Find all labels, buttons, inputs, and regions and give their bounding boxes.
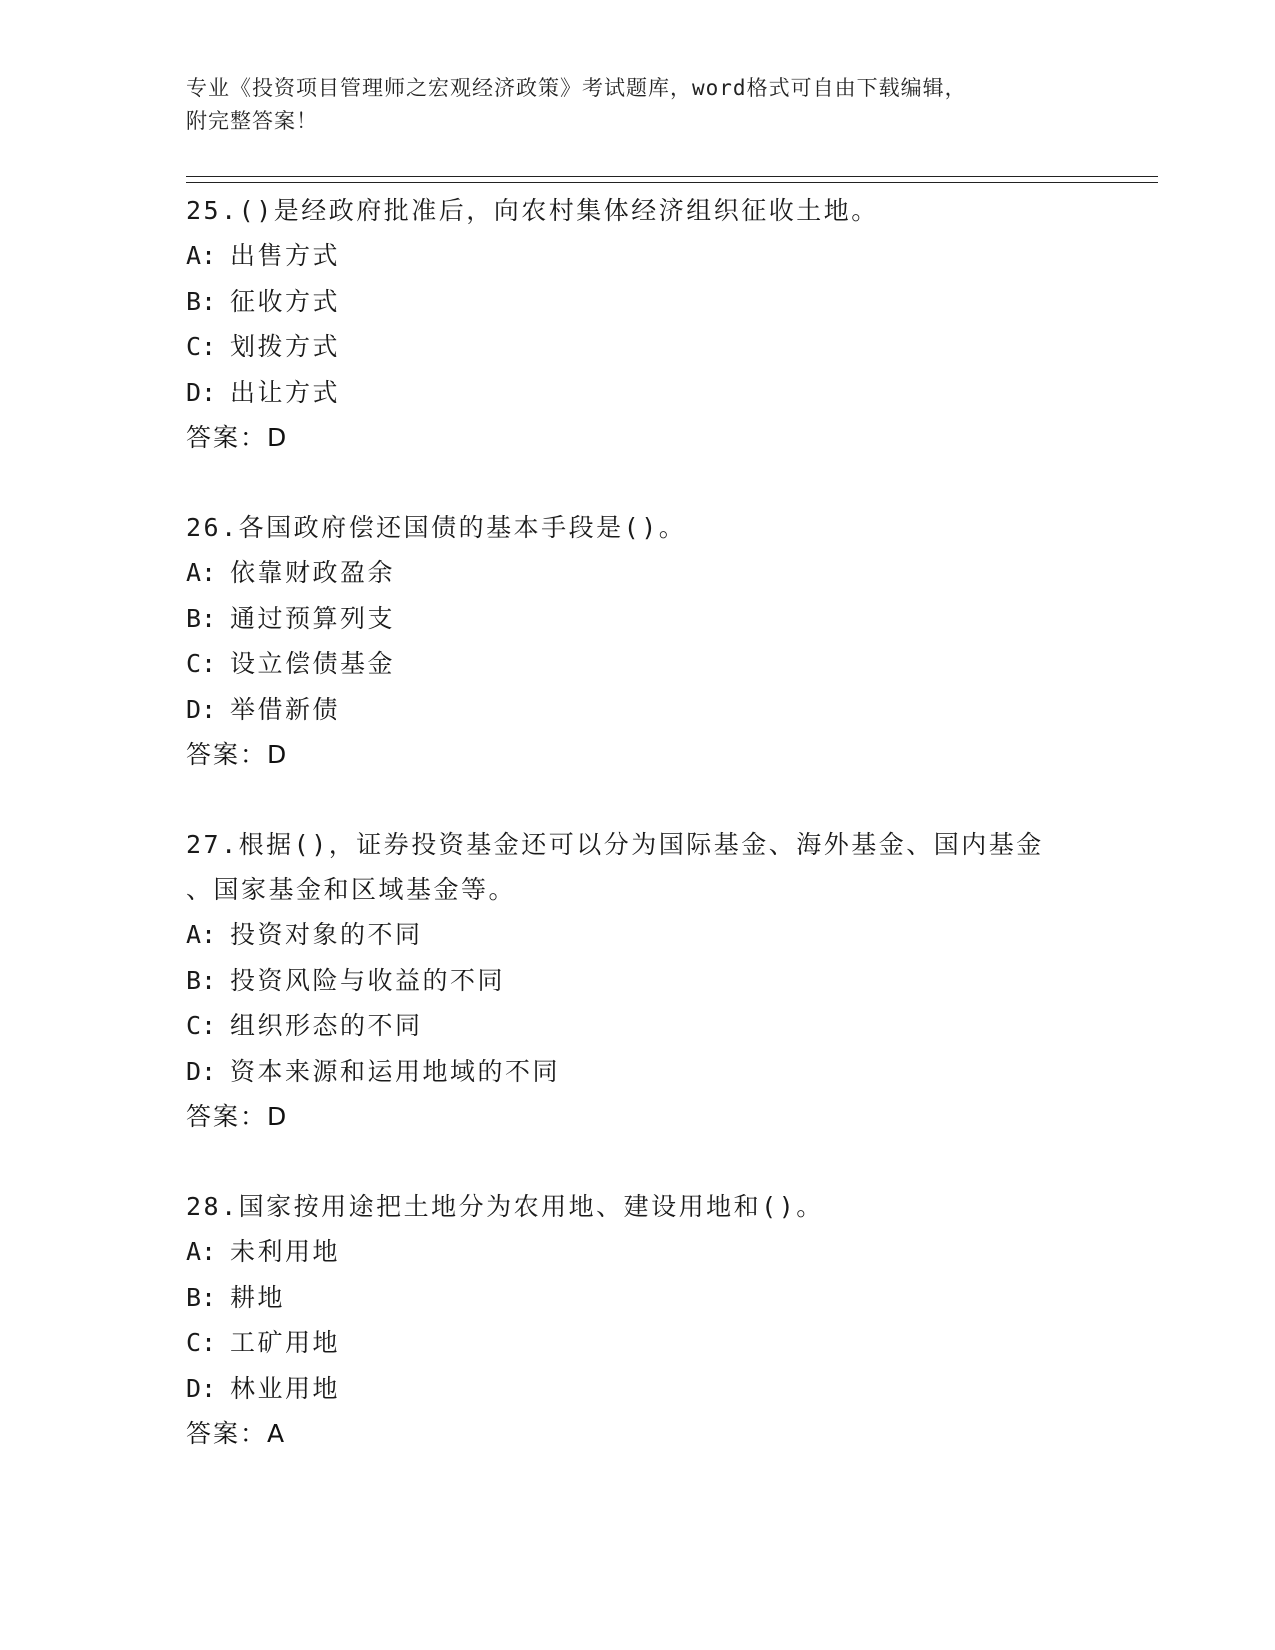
option-label: B: — [186, 603, 217, 633]
option-label: C: — [186, 1011, 217, 1040]
answer-option — [186, 279, 1086, 325]
option-label: C: — [186, 332, 217, 361]
question-stem: 25.()是经政府批准后，向农村集体经济组织征收土地。 — [186, 196, 879, 225]
option-label: A: — [186, 241, 217, 270]
option-text: 举借新债 — [230, 694, 341, 724]
question-stem: 27.根据()，证券投资基金还可以分为国际基金、海外基金、国内基金 — [186, 830, 1044, 859]
option-text: 设立偿债基金 — [230, 649, 396, 678]
header-line-2: 附完整答案！ — [186, 109, 318, 133]
option-label: D: — [186, 1373, 217, 1403]
answer-option — [186, 687, 1086, 733]
answer-key: 答案：A — [186, 1419, 287, 1448]
answer-option — [186, 958, 1086, 1004]
option-text: 投资风险与收益的不同 — [230, 965, 506, 995]
answer-option — [186, 596, 1086, 642]
question-block — [186, 505, 1086, 778]
header-divider-bottom — [186, 182, 1158, 183]
option-label: A: — [186, 558, 217, 587]
option-text: 出售方式 — [230, 241, 341, 270]
header-line-1: 专业《投资项目管理师之宏观经济政策》考试题库，word格式可自由下载编辑， — [186, 76, 967, 100]
answer-option — [186, 1275, 1086, 1321]
option-label: B: — [186, 1282, 217, 1312]
question-block — [186, 1184, 1086, 1457]
option-text: 林业用地 — [230, 1373, 341, 1403]
option-label: D: — [186, 1056, 217, 1086]
answer-option — [186, 550, 1086, 596]
option-text: 划拨方式 — [230, 332, 341, 361]
option-label: B: — [186, 286, 217, 316]
document-header — [186, 72, 1086, 138]
option-text: 通过预算列支 — [230, 603, 396, 633]
question-block — [186, 822, 1086, 1140]
answer-option — [186, 1003, 1086, 1049]
option-text: 投资对象的不同 — [230, 920, 423, 949]
option-text: 耕地 — [230, 1282, 286, 1312]
option-text: 征收方式 — [230, 286, 341, 316]
header-divider-top — [186, 176, 1158, 177]
option-text: 资本来源和运用地域的不同 — [230, 1056, 561, 1086]
answer-key: 答案：D — [186, 740, 289, 769]
question-stem: 28.国家按用途把土地分为农用地、建设用地和()。 — [186, 1192, 824, 1221]
option-text: 未利用地 — [230, 1237, 341, 1266]
option-label: A: — [186, 1237, 217, 1266]
option-label: D: — [186, 377, 217, 407]
answer-key: 答案：D — [186, 423, 289, 452]
answer-option — [186, 324, 1086, 370]
answer-option — [186, 641, 1086, 687]
option-text: 依靠财政盈余 — [230, 558, 396, 587]
answer-option — [186, 370, 1086, 416]
question-block — [186, 188, 1086, 461]
option-text: 工矿用地 — [230, 1328, 341, 1357]
answer-option — [186, 1049, 1086, 1095]
option-text: 组织形态的不同 — [230, 1011, 423, 1040]
answer-option — [186, 1366, 1086, 1412]
question-stem: 26.各国政府偿还国债的基本手段是()。 — [186, 513, 687, 542]
answer-key: 答案：D — [186, 1102, 289, 1131]
option-label: C: — [186, 1328, 217, 1357]
answer-option — [186, 1229, 1086, 1275]
answer-option — [186, 1320, 1086, 1366]
option-label: B: — [186, 965, 217, 995]
option-label: D: — [186, 694, 217, 724]
option-label: C: — [186, 649, 217, 678]
answer-option — [186, 912, 1086, 958]
option-text: 出让方式 — [230, 377, 341, 407]
question-list — [186, 188, 1086, 1457]
option-label: A: — [186, 920, 217, 949]
answer-option — [186, 233, 1086, 279]
question-stem: 、国家基金和区域基金等。 — [186, 875, 517, 904]
